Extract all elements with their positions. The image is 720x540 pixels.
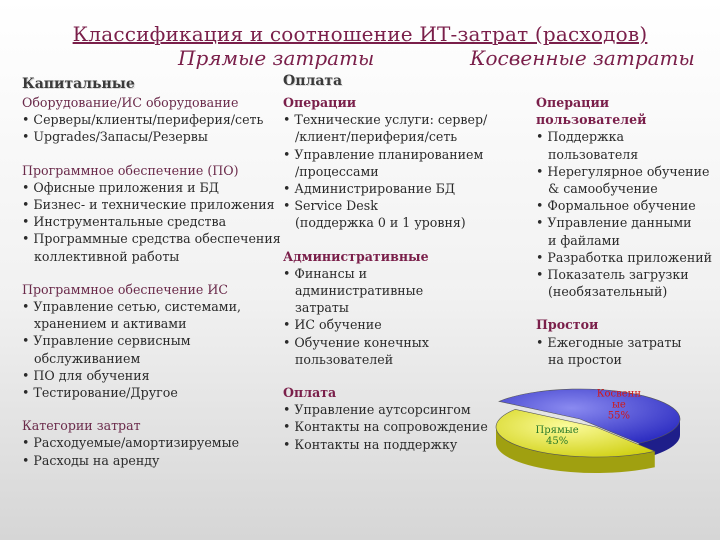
cost-block: [536, 94, 716, 300]
cost-block: [536, 316, 716, 368]
cost-item: • Администрирование БД: [283, 181, 456, 197]
cost-block-heading: Категории затрат: [22, 418, 141, 434]
cost-item: • Финансы и: [283, 265, 368, 281]
cost-item: • Управление данными: [536, 215, 692, 231]
pie-slice-label-line: 45%: [545, 436, 569, 448]
cost-item: • Поддержка: [536, 129, 624, 145]
cost-item: коллективной работы: [22, 248, 180, 264]
cost-item: • Контакты на сопровождение: [283, 419, 488, 435]
cost-item: • ИС обучение: [283, 317, 382, 333]
cost-item: • Service Desk: [283, 198, 378, 214]
pie-slice-label-line: Косвенн: [596, 388, 642, 400]
cost-item: • Расходуемые/амортизируемые: [22, 435, 240, 451]
cost-share-pie-chart: [480, 385, 710, 495]
cost-item: • Ежегодные затраты: [536, 334, 682, 350]
block-gap: [22, 401, 282, 417]
cost-item: (поддержка 0 и 1 уровня): [283, 215, 466, 231]
cost-item: /клиент/периферия/сеть: [283, 129, 458, 145]
cost-item: • Показатель загрузки: [536, 267, 689, 283]
cost-item: • Формальное обучение: [536, 198, 696, 214]
cost-item: • Управление аутсорсингом: [283, 402, 471, 418]
cost-item: • Upgrades/Запасы/Резервы: [22, 129, 208, 145]
cost-block-heading: Административные: [283, 248, 429, 264]
cost-item: • Управление сетью, системами,: [22, 299, 242, 315]
cost-item: затраты: [283, 300, 349, 316]
cost-block: [22, 94, 282, 146]
cost-item: • Управление сервисным: [22, 333, 191, 349]
indirect-column: [536, 94, 716, 368]
cost-block: [22, 417, 282, 469]
pie-slice-label-line: Прямые: [535, 425, 579, 437]
cost-item: административные: [283, 283, 424, 299]
block-gap: [283, 232, 493, 248]
cost-item: хранением и активами: [22, 316, 187, 332]
cost-item: • Разработка приложений: [536, 249, 713, 265]
pie-slice-label-line: ые: [611, 399, 626, 411]
cost-item: обслуживанием: [22, 350, 141, 366]
cost-block: [283, 384, 493, 453]
cost-item: и файлами: [536, 232, 620, 248]
cost-item: (необязательный): [536, 284, 668, 300]
cost-block: [22, 162, 282, 265]
block-gap: [536, 300, 716, 316]
cost-block-heading: Программное обеспечение ИС: [22, 281, 228, 297]
block-gap: [22, 265, 282, 281]
cost-block-heading: Оборудование/ИС оборудование: [22, 95, 239, 110]
capital-column: [22, 94, 282, 469]
cost-item: • Технические услуги: сервер/: [283, 112, 488, 128]
block-gap: [22, 146, 282, 162]
cost-item: • Инструментальные средства: [22, 214, 227, 230]
block-gap: [283, 368, 493, 384]
cost-item: & самообучение: [536, 181, 658, 197]
cost-item: • ПО для обучения: [22, 367, 150, 383]
cost-block-heading: Простои: [536, 317, 599, 333]
page-title: Классификация и соотношение ИТ-затрат (расходов): [72, 22, 648, 46]
cost-block-heading: Операции пользователей: [536, 95, 647, 128]
cost-item: • Офисные приложения и БД: [22, 179, 220, 195]
cost-item: • Обучение конечных: [283, 334, 429, 350]
cost-item: • Программные средства обеспечения: [22, 231, 281, 247]
pie-slice-label-line: 55%: [607, 410, 631, 422]
indirect-costs-label: Косвенные затраты: [470, 46, 695, 70]
payment-header: Оплата: [283, 73, 343, 89]
cost-item: • Серверы/клиенты/периферия/сеть: [22, 112, 264, 128]
cost-block-heading: Программное обеспечение (ПО): [22, 162, 239, 178]
cost-block-heading: Оплата: [283, 385, 337, 401]
cost-item: • Управление планированием: [283, 146, 484, 162]
cost-item: пользователя: [536, 146, 639, 162]
cost-block-heading: Операции: [283, 95, 357, 110]
cost-item: • Нерегулярное обучение: [536, 163, 710, 179]
capital-header: Капитальные: [22, 76, 135, 92]
cost-block: [283, 94, 493, 232]
cost-item: на простои: [536, 351, 622, 367]
cost-item: • Контакты на поддержку: [283, 436, 458, 452]
cost-item: • Тестирование/Другое: [22, 385, 178, 401]
cost-block: [283, 248, 493, 368]
direct-costs-label: Прямые затраты: [178, 46, 375, 70]
cost-item: • Бизнес- и технические приложения: [22, 197, 275, 213]
cost-item: пользователей: [283, 351, 394, 367]
cost-block: [22, 281, 282, 401]
payment-column: [283, 94, 493, 453]
cost-item: • Расходы на аренду: [22, 452, 160, 468]
cost-item: /процессами: [283, 163, 379, 179]
